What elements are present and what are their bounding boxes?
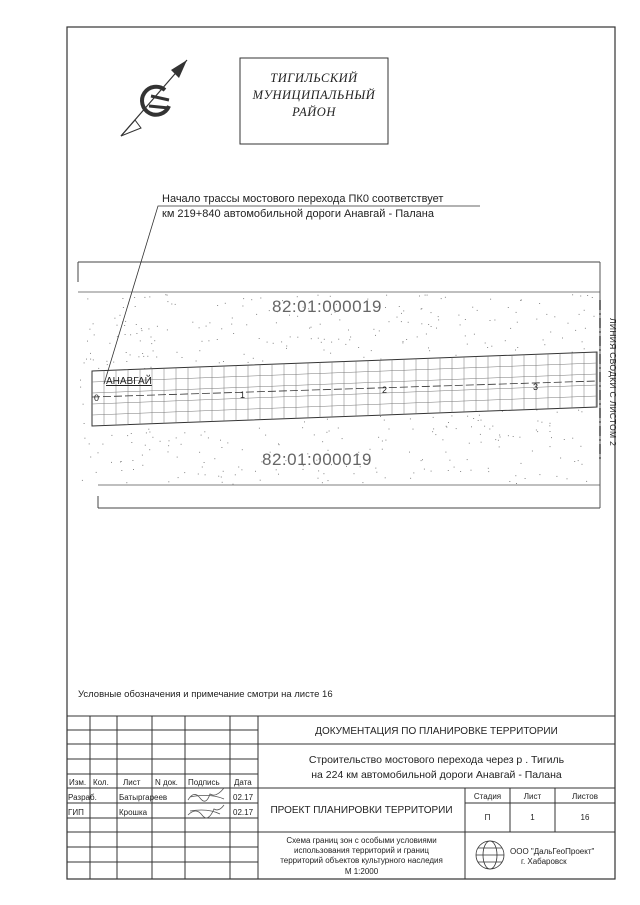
company-line1: ООО "ДальГеоПроект"	[510, 847, 595, 856]
region-label	[240, 70, 388, 121]
scheme-line3: территорий объектов культурного наследия	[280, 856, 443, 865]
region-label-line3: РАЙОН	[292, 105, 336, 119]
picket-1: 1	[240, 390, 246, 400]
scheme-line1: Схема границ зон с особыми условиями	[286, 836, 437, 845]
picket-2: 2	[382, 385, 388, 395]
row2-role: ГИП	[68, 808, 84, 817]
row2-name: Крошка	[119, 808, 148, 817]
doc-header: ДОКУМЕНТАЦИЯ ПО ПЛАНИРОВКЕ ТЕРРИТОРИИ	[315, 726, 558, 737]
route-note-line2: км 219+840 автомобильной дороги Анавгай - Палана	[162, 208, 434, 220]
col-podpis: Подпись	[188, 778, 220, 787]
col-kol: Кол.	[93, 778, 109, 787]
picket-0: 0	[94, 393, 100, 403]
object-line1: Строительство мостового перехода через р . Тигиль	[308, 754, 565, 766]
sheet-label: Лист	[523, 792, 542, 801]
signature-1	[188, 788, 224, 801]
project-name: ПРОЕКТ ПЛАНИРОВКИ ТЕРРИТОРИИ	[270, 805, 453, 816]
cadastral-number-top: 82:01:000019	[272, 297, 382, 316]
scale: М 1:2000	[344, 867, 379, 876]
company-line2: г. Хабаровск	[521, 857, 567, 866]
col-data: Дата	[234, 778, 252, 787]
note-leader	[104, 206, 480, 384]
sheets-label: Листов	[572, 792, 598, 801]
legend-note: Условные обозначения и примечание смотри на листе 16	[78, 689, 333, 700]
stage-label: Стадия	[473, 792, 502, 801]
road-label: АНАВГАЙ	[106, 376, 152, 387]
sheets-value: 16	[580, 813, 590, 822]
signature-2	[188, 805, 224, 818]
route-note	[162, 192, 443, 222]
region-label-line2: МУНИЦИПАЛЬНЫЙ	[252, 88, 376, 102]
match-line-label: ЛИНИЯ СВОДКИ С ЛИСТОМ 2	[608, 318, 618, 447]
col-ndok: N док.	[155, 778, 178, 787]
scheme-line2: использования территорий и границ	[294, 846, 429, 855]
cadastral-number-bottom: 82:01:000019	[262, 450, 372, 469]
sheet-value: 1	[530, 813, 535, 822]
north-arrow-icon	[121, 60, 187, 136]
company-logo-icon	[476, 841, 504, 869]
route-note-line1: Начало трассы мостового перехода ПК0 соответствует	[162, 193, 444, 205]
region-label-line1: ТИГИЛЬСКИЙ	[270, 71, 358, 85]
row1-date: 02.17	[233, 793, 254, 802]
row1-name: Батыргареев	[119, 793, 168, 802]
road-corridor	[92, 352, 597, 426]
row1-role: Разраб.	[68, 793, 97, 802]
row2-date: 02.17	[233, 808, 254, 817]
col-izm: Изм.	[69, 778, 87, 787]
stage-value: П	[484, 813, 491, 822]
object-line2: на 224 км автомобильной дороги Анавгай - Палана	[311, 769, 562, 781]
col-list: Лист	[123, 778, 141, 787]
picket-3: 3	[533, 382, 539, 392]
